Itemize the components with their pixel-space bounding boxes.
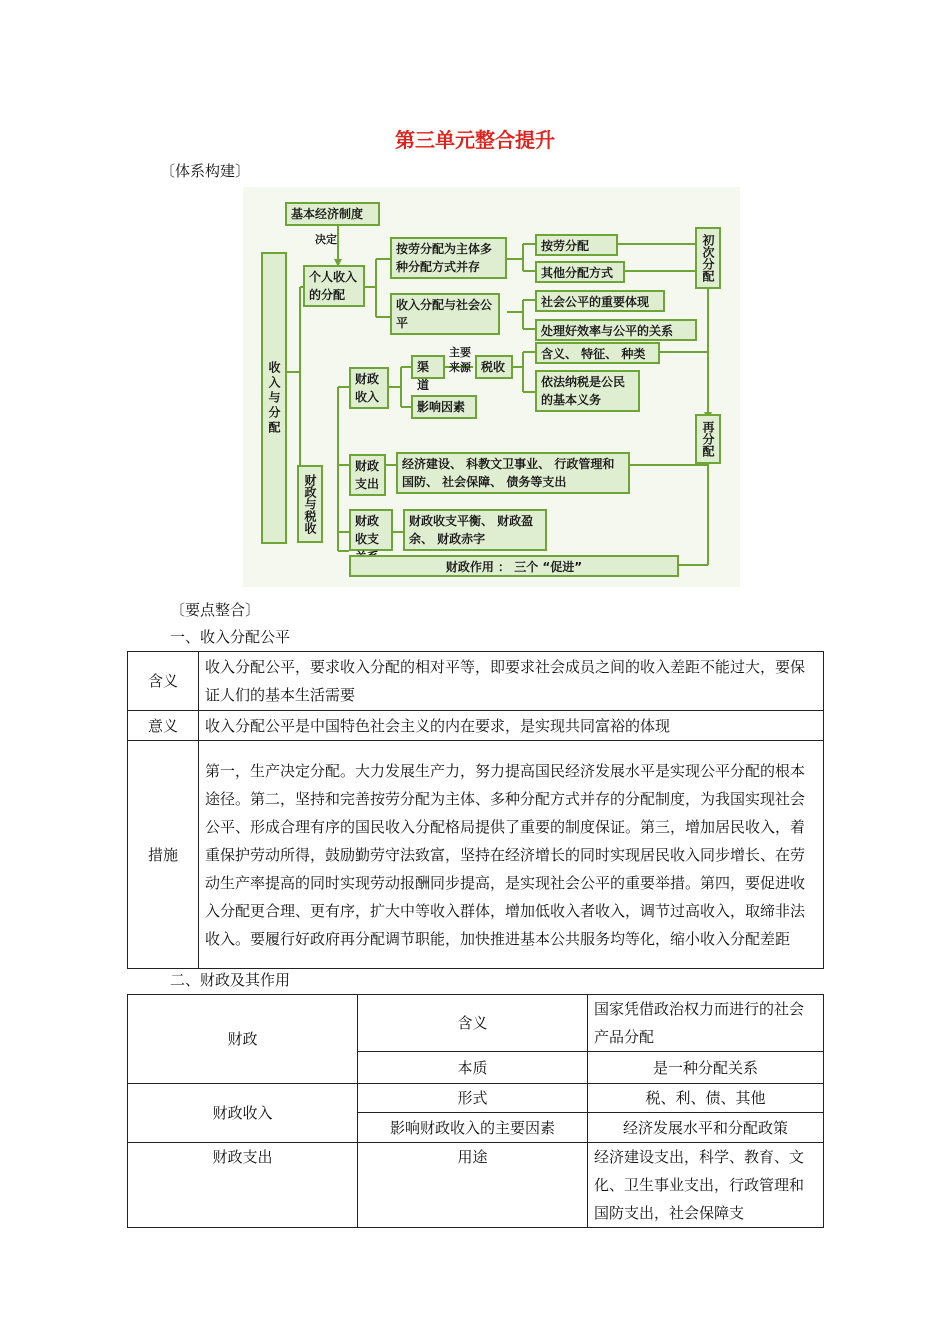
table-row (128, 1143, 824, 1228)
node-fiscal-income: 财政收入 (349, 367, 389, 409)
cell-meaning-val: 国家凭借政治权力而进行的社会产品分配 (588, 995, 824, 1052)
node-other-methods: 其他分配方式 (535, 261, 625, 283)
section-part1: 一、收入分配公平 (170, 628, 291, 646)
row-key: 意义 (128, 711, 199, 741)
node-first-distribution: 初次分配 (695, 227, 721, 289)
row-value: 收入分配公平是中国特色社会主义的内在要求，是实现共同富裕的体现 (199, 711, 824, 741)
table-row (128, 995, 824, 1052)
cell-spend: 财政支出 (128, 1143, 358, 1228)
label-decide: 决定 (315, 233, 337, 246)
cell-income: 财政收入 (128, 1084, 358, 1143)
row-key: 措施 (128, 741, 199, 969)
table-row (128, 652, 824, 711)
node-tax-meaning: 含义、 特征、 种类 (535, 342, 660, 364)
node-basic-system: 基本经济制度 (285, 202, 380, 226)
table-row (128, 1084, 824, 1113)
cell-form-val: 税、利、债、其他 (588, 1084, 824, 1113)
cell-finance: 财政 (128, 995, 358, 1084)
table-row (128, 711, 824, 741)
concept-map (243, 187, 740, 587)
label-main-source: 主要来源 (449, 346, 471, 374)
cell-essence-val: 是一种分配关系 (588, 1052, 824, 1084)
node-tax: 税收 (475, 355, 513, 379)
cell-factor-val: 经济发展水平和分配政策 (588, 1113, 824, 1143)
cell-use-val: 经济建设支出，科学、教育、文化、卫生事业支出，行政管理和国防支出，社会保障支 (588, 1143, 824, 1228)
node-efficiency: 处理好效率与公平的关系 (535, 319, 697, 341)
node-fiscal-spend: 财政支出 (349, 454, 386, 496)
node-redistribution: 再分配 (695, 414, 721, 464)
cell-meaning: 含义 (358, 995, 588, 1052)
table-income-fairness (127, 651, 824, 969)
node-labor-main: 按劳分配为主体多种分配方式并存 (390, 237, 507, 279)
node-factors: 影响因素 (411, 395, 477, 419)
cell-essence: 本质 (358, 1052, 588, 1084)
section-system: 〔体系构建〕 (160, 162, 251, 180)
table-row (128, 741, 824, 969)
section-part2: 二、财政及其作用 (170, 971, 291, 989)
cell-factor: 影响财政收入的主要因素 (358, 1113, 588, 1143)
cell-form: 形式 (358, 1084, 588, 1113)
node-channel: 渠道 (411, 355, 445, 379)
node-fair-embody: 社会公平的重要体现 (535, 290, 665, 312)
node-fairness: 收入分配与社会公平 (390, 293, 500, 335)
table-finance (127, 994, 824, 1228)
node-balance-items: 财政收支平衡、 财政盈余、 财政赤字 (403, 509, 547, 551)
node-balance-rel: 财政收支 (349, 509, 393, 551)
node-tax-duty: 依法纳税是公民的基本义务 (535, 370, 640, 412)
node-spend-items: 经济建设、 科教文卫事业、 行政管理和国防、 社会保障、 债务等支出 (396, 452, 630, 494)
page-title: 第三单元整合提升 (395, 128, 555, 152)
section-key-points: 〔要点整合〕 (170, 601, 261, 619)
cell-use: 用途 (358, 1143, 588, 1228)
node-finance-tax: 财政与税收 (297, 465, 323, 543)
node-by-labor: 按劳分配 (535, 234, 618, 256)
row-value: 第一，生产决定分配。大力发展生产力，努力提高国民经济发展水平是实现公平分配的根本途径。第二，坚持和完善按劳分配为主体、多种分配方式并存的分配制度，为我国实现社会公平、形成合理有序的国民收入分配格局提供了重要的制度保证。第三，增加居民收入，着重保护劳动所得，鼓励勤劳守法致富，坚持在经济增长的同时实现居民收入同步增长、在劳动生产率提高的同时实现劳动报酬同步提高，是实现社会公平的重要举措。第四，要促进收入分配更合理、更有序，扩大中等收入群体，增加低收入者收入，调节过高收入，取缔非法收入。要履行好政府再分配调节职能，加快推进基本公共服务均等化，缩小收入分配差距 (199, 741, 824, 969)
row-value: 收入分配公平，要求收入分配的相对平等，即要求社会成员之间的收入差距不能过大，要保证人们的基本生活需要 (199, 652, 824, 711)
node-personal-income: 个人收入的分配 (303, 265, 365, 307)
node-fiscal-role: 财政作用 ： 三个 “促进” (349, 555, 679, 577)
row-key: 含义 (128, 652, 199, 711)
node-root: 收入与分配 (261, 252, 287, 544)
